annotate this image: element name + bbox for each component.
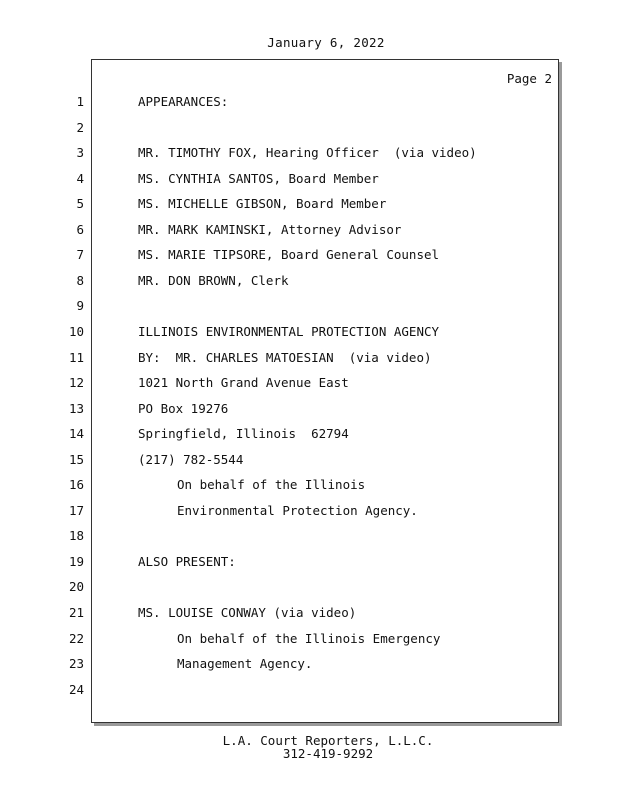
line-text: APPEARANCES: xyxy=(138,94,229,109)
line-text: (217) 782-5544 xyxy=(138,451,244,467)
line-text: Springfield, Illinois 62794 xyxy=(138,426,349,442)
footer-company: L.A. Court Reporters, L.L.C. xyxy=(222,733,434,748)
line-text: MS. CYNTHIA SANTOS, Board Member xyxy=(138,170,379,186)
transcript-line xyxy=(0,577,618,597)
transcript-line xyxy=(0,143,618,163)
transcript-line xyxy=(0,322,618,342)
line-number: 9 xyxy=(76,298,84,314)
line-number: 23 xyxy=(68,656,84,672)
transcript-line xyxy=(0,348,618,368)
transcript-line xyxy=(0,245,618,265)
line-text: On behalf of the Illinois Emergency xyxy=(177,630,441,646)
line-number: 8 xyxy=(76,272,84,288)
transcript-line xyxy=(0,373,618,393)
line-text: BY: MR. CHARLES MATOESIAN (via video) xyxy=(138,349,432,365)
line-number: 11 xyxy=(68,349,84,365)
line-text: PO Box 19276 xyxy=(138,400,229,416)
transcript-line xyxy=(0,220,618,240)
line-number: 2 xyxy=(76,119,84,135)
transcript-line xyxy=(0,169,618,189)
transcript-line xyxy=(0,526,618,546)
line-text: MR. DON BROWN, Clerk xyxy=(138,272,289,288)
transcript-line xyxy=(0,271,618,291)
transcript-date: January 6, 2022 xyxy=(267,35,385,50)
line-text: ILLINOIS ENVIRONMENTAL PROTECTION AGENCY xyxy=(138,323,440,339)
transcript-line xyxy=(0,118,618,138)
line-text: MR. MARK KAMINSKI, Attorney Advisor xyxy=(138,221,402,237)
line-number: 3 xyxy=(76,145,84,161)
line-number: 7 xyxy=(76,247,84,263)
line-number: 17 xyxy=(68,502,84,518)
line-text: 1021 North Grand Avenue East xyxy=(138,375,349,391)
line-number: 19 xyxy=(68,553,84,569)
line-number: 24 xyxy=(68,681,84,697)
line-text: MR. TIMOTHY FOX, Hearing Officer (via video) xyxy=(138,145,477,161)
line-number: 21 xyxy=(68,605,84,620)
page-number: Page 2 xyxy=(506,71,552,86)
transcript-line xyxy=(0,680,618,700)
transcript-line xyxy=(0,629,618,649)
line-number: 1 xyxy=(76,94,84,109)
line-number: 12 xyxy=(68,375,84,391)
line-number: 20 xyxy=(68,579,84,595)
transcript-line xyxy=(0,552,618,572)
transcript-line xyxy=(0,194,618,214)
transcript-line xyxy=(0,424,618,444)
line-number: 4 xyxy=(76,170,84,186)
line-text: On behalf of the Illinois xyxy=(177,477,366,493)
transcript-line xyxy=(0,475,618,495)
line-number: 22 xyxy=(68,630,84,646)
line-number: 16 xyxy=(68,477,84,493)
transcript-line xyxy=(0,92,618,112)
line-number: 10 xyxy=(68,323,84,339)
transcript-line xyxy=(0,501,618,521)
line-text: Environmental Protection Agency. xyxy=(177,502,418,518)
line-number: 18 xyxy=(68,528,84,544)
transcript-line xyxy=(0,603,618,623)
line-text: Management Agency. xyxy=(177,656,313,672)
transcript-line xyxy=(0,450,618,470)
line-text: MS. MARIE TIPSORE, Board General Counsel xyxy=(138,247,440,263)
line-number: 6 xyxy=(76,221,84,237)
transcript-line xyxy=(0,399,618,419)
line-text: MS. LOUISE CONWAY (via video) xyxy=(138,605,357,620)
transcript-line xyxy=(0,654,618,674)
transcript-line xyxy=(0,296,618,316)
line-text: MS. MICHELLE GIBSON, Board Member xyxy=(138,196,387,212)
line-text: ALSO PRESENT: xyxy=(138,553,236,569)
line-number: 14 xyxy=(68,426,84,442)
footer-phone: 312-419-9292 xyxy=(282,746,374,761)
line-number: 15 xyxy=(68,451,84,467)
line-number: 13 xyxy=(68,400,84,416)
line-number: 5 xyxy=(76,196,84,212)
